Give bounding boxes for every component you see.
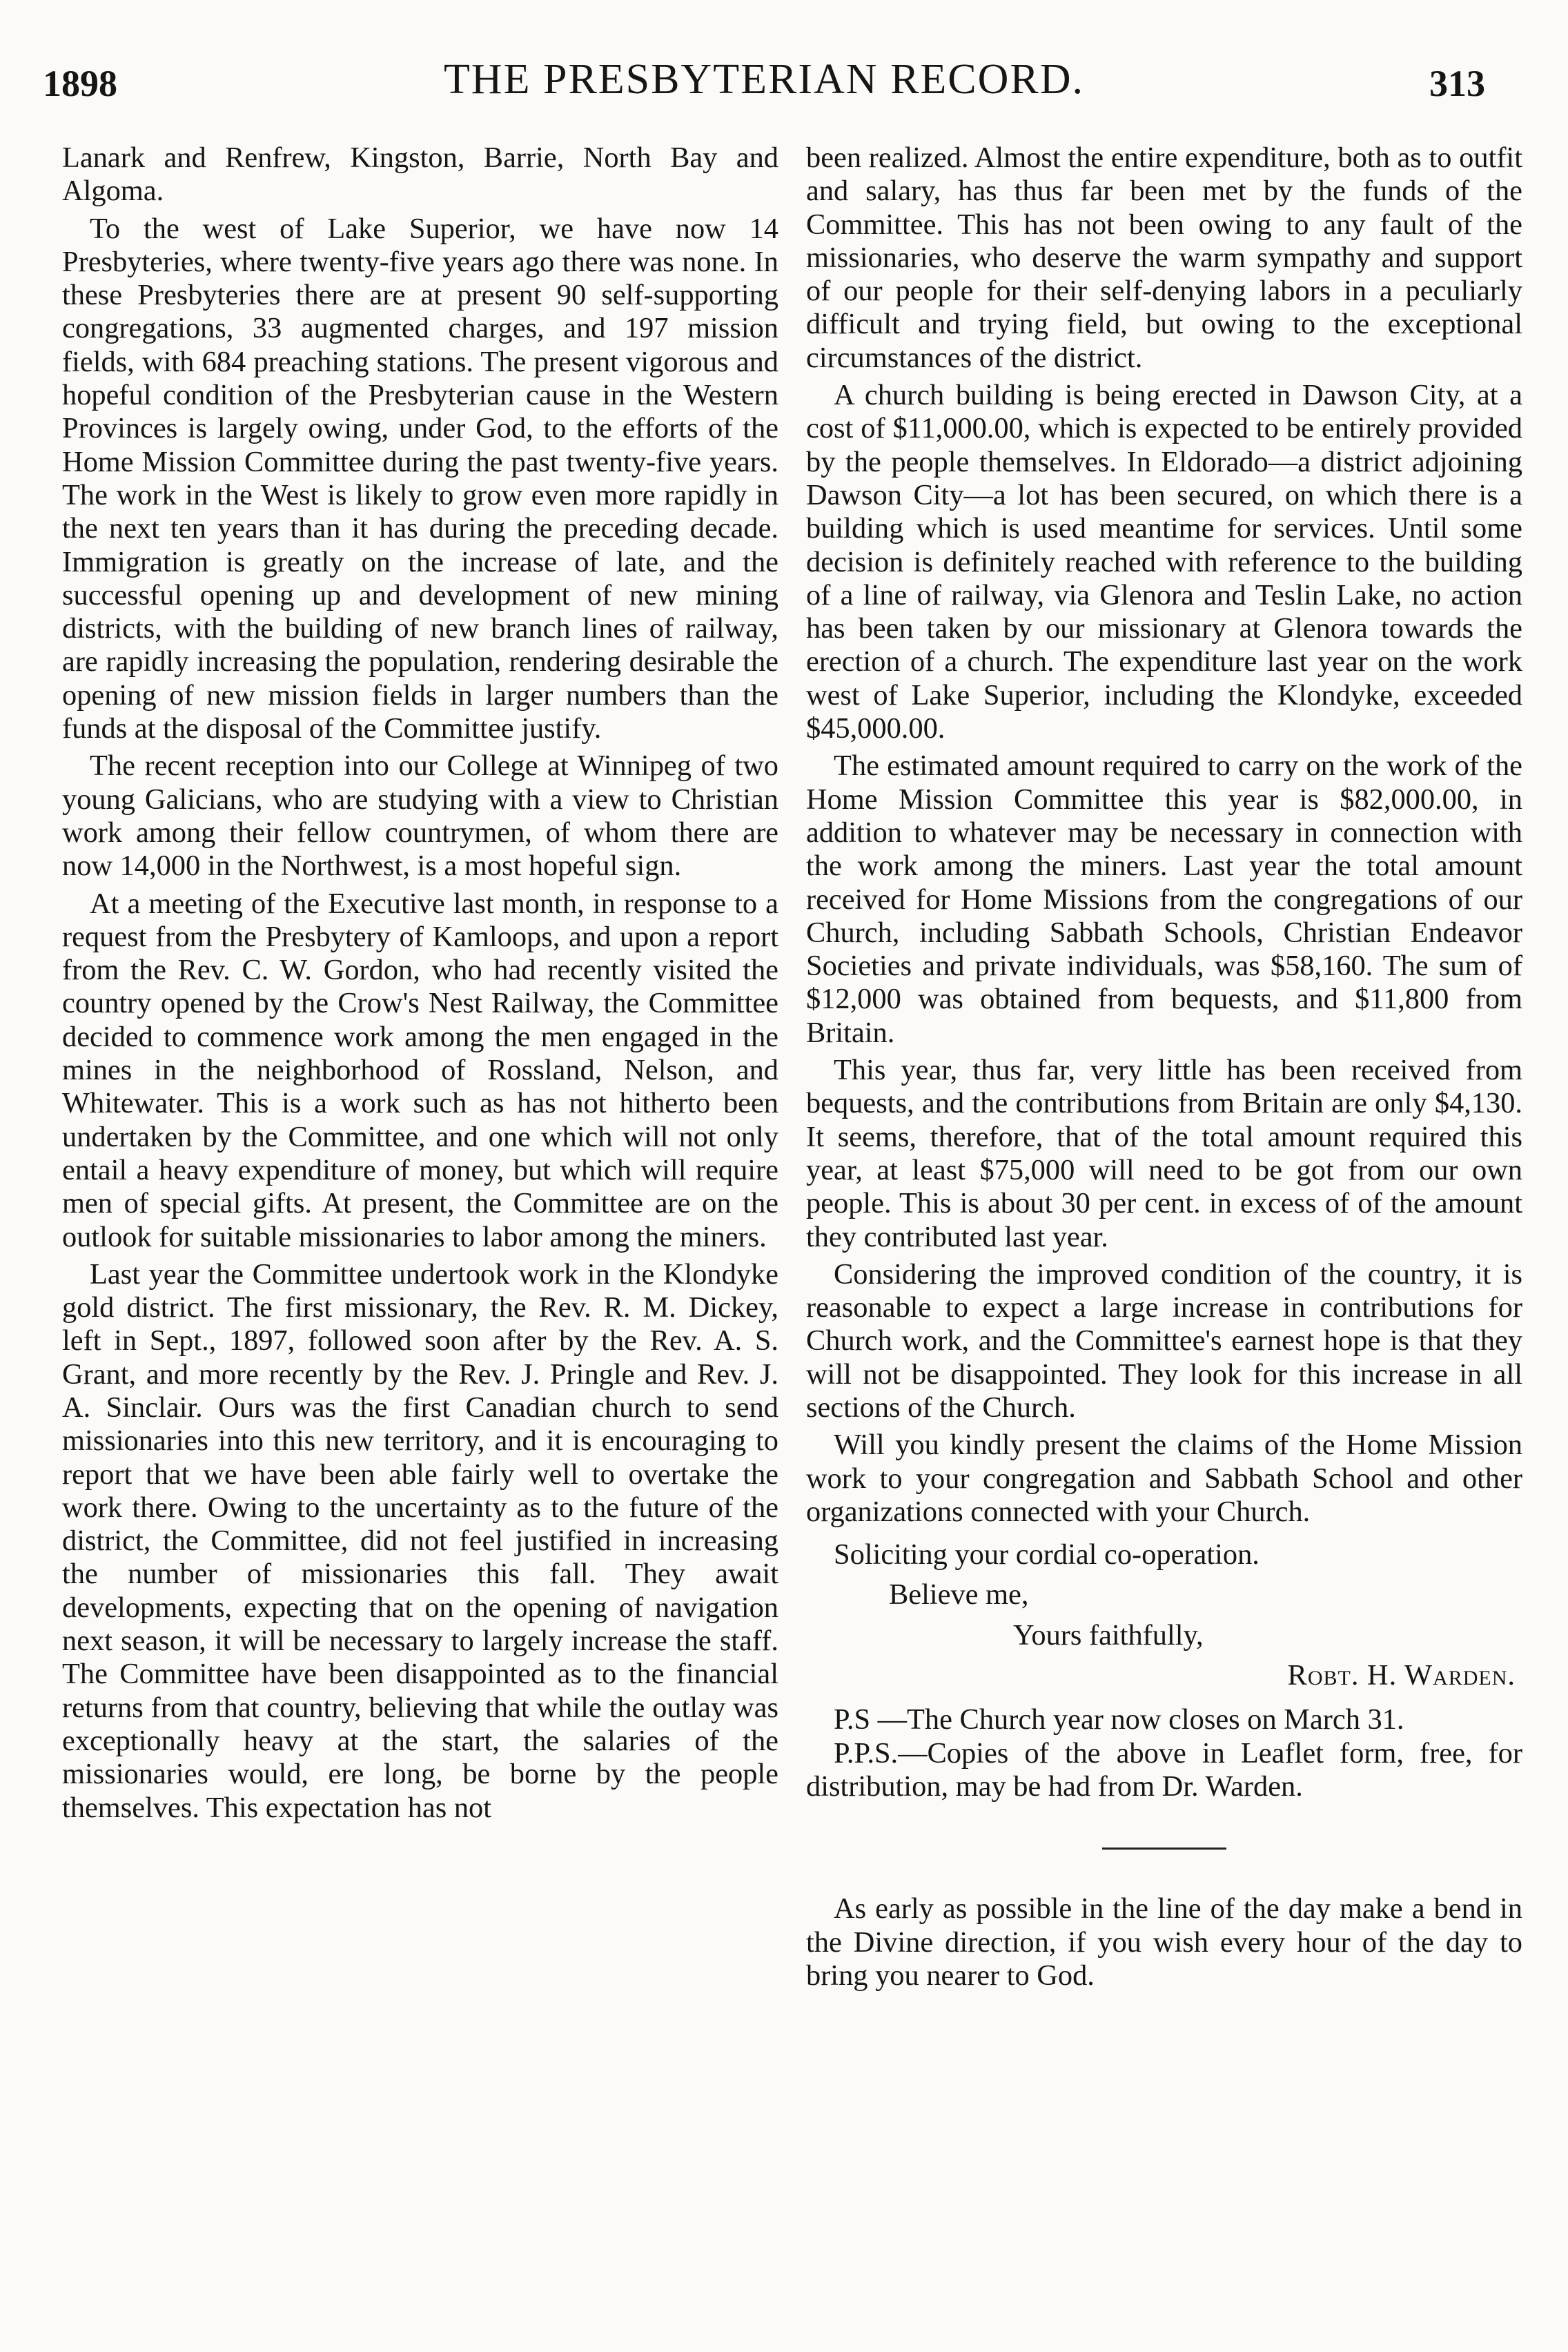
section-divider [1102,1848,1226,1850]
post-postscript: P.P.S.—Copies of the above in Leaflet form, free, for distribution, may be had from Dr. Warden. [806,1736,1522,1803]
closing-yours-faithfully: Yours faithfully, [1013,1618,1204,1652]
page-number: 313 [1429,63,1485,104]
paragraph: Lanark and Renfrew, Kingston, Barrie, North Bay and Algoma. [62,141,778,208]
paragraph: Last year the Committee undertook work in the Klondyke gold district. The first missionary, the Rev. R. M. Dickey, left in Sept., 1897, followed soon after by the Rev. A. S. Grant, and more recently by the Rev. J. Pringle and Rev. J. A. Sinclair. Ours was the first Canadian church to send missionaries into this new territory, and it is encouraging to report that we have been able fairly well to overtake the work there. Owing to the uncertainty as to the future of the district, the Committee, did not feel justified in increasing the number of missionaries this fall. They await developments, expecting that on the opening of navigation next season, it will be necessary to largely increase the staff. The Committee have been disappointed as to the financial returns from that country, believing that while the outlay was exceptionally heavy at the start, the salaries of the missionaries would, ere long, be borne by the people themselves. This expectation has not [62,1257,778,1824]
signature: Robt. H. Warden. [1287,1659,1516,1692]
header-year: 1898 [43,63,117,104]
page-header [43,55,1485,117]
paragraph: Will you kindly present the claims of the Home Mission work to your congregation and Sabbath School and other organizations connected with your Church. [806,1429,1522,1528]
left-column [62,141,778,1825]
closing-believe-me: Believe me, [889,1578,1029,1611]
publication-title: THE PRESBYTERIAN RECORD. [443,56,1085,103]
paragraph: To the west of Lake Superior, we have now 14 Presbyteries, where twenty-five years ago there was none. In these Presbyteries there are at present 90 self-supporting congregations, 33 augmented charges, and 197 mission fields, with 684 preaching stations. The present vigorous and hopeful condition of the Presbyterian cause in the Western Provinces is largely owing, under God, to the efforts of the Home Mission Committee during the past twenty-five years. The work in the West is likely to grow even more rapidly in the next ten years than it has during the preceding decade. Immigration is greatly on the increase of late, and the successful opening up and development of new mining districts, with the building of new branch lines of railway, are rapidly increasing the population, rendering desirable the opening of new mission fields in larger numbers than the funds at the disposal of the Committee justify. [62,212,778,745]
paragraph: This year, thus far, very little has been received from bequests, and the contributions from Britain are only $4,130. It seems, therefore, that of the total amount required this year, at least $75,000 will need to be got from our own people. This is about 30 per cent. in excess of of the amount they contributed last year. [806,1054,1522,1253]
postscript: P.S —The Church year now closes on March 31. [834,1703,1404,1736]
paragraph: Considering the improved condition of the country, it is reasonable to expect a large increase in contributions for Church work, and the Committee's earnest hope is that they will not be disappointed. They look for this increase in all sections of the Church. [806,1257,1522,1424]
right-column [806,141,1522,1992]
footer-note: As early as possible in the line of the day make a bend in the Divine direction, if you wish every hour of the day to bring you nearer to God. [806,1892,1522,1992]
paragraph: A church building is being erected in Dawson City, at a cost of $11,000.00, which is expected to be entirely provided by the people themselves. In Eldorado—a district adjoining Dawson City—a lot has been secured, on which there is a building which is used meantime for services. Until some decision is definitely reached with reference to the building of a line of railway, via Glenora and Teslin Lake, no action has been taken by our missionary at Glenora towards the erection of a church. The expenditure last year on the work west of Lake Superior, including the Klondyke, exceeded $45,000.00. [806,379,1522,745]
paragraph: been realized. Almost the entire expenditure, both as to outfit and salary, has thus far been met by the funds of the Committee. This has not been owing to any fault of the missionaries, who deserve the warm sympathy and support of our people for their self-denying labors in a peculiarly difficult and trying field, but owing to the exceptional circumstances of the district. [806,141,1522,374]
paragraph: The estimated amount required to carry on the work of the Home Mission Committee this year is $82,000.00, in addition to whatever may be necessary in connection with the work among the miners. Last year the total amount received for Home Missions from the congregations of our Church, including Sabbath Schools, Christian Endeavor Societies and private individuals, was $58,160. The sum of $12,000 was obtained from bequests, and $11,800 from Britain. [806,749,1522,1049]
paragraph: At a meeting of the Executive last month, in response to a request from the Presbytery of Kamloops, and upon a report from the Rev. C. W. Gordon, who had recently visited the country opened by the Crow's Nest Railway, the Committee decided to commence work among the men engaged in the mines in the neighborhood of Rossland, Nelson, and Whitewater. This is a work such as has not hitherto been undertaken by the Committee, and one which will not only entail a heavy expenditure of money, but which will require men of special gifts. At present, the Committee are on the outlook for suitable missionaries to labor among the miners. [62,887,778,1253]
closing-soliciting: Soliciting your cordial co-operation. [834,1538,1260,1571]
paragraph: The recent reception into our College at Winnipeg of two young Galicians, who are studying with a view to Christian work among their fellow countrymen, of whom there are now 14,000 in the Northwest, is a most hopeful sign. [62,749,778,883]
